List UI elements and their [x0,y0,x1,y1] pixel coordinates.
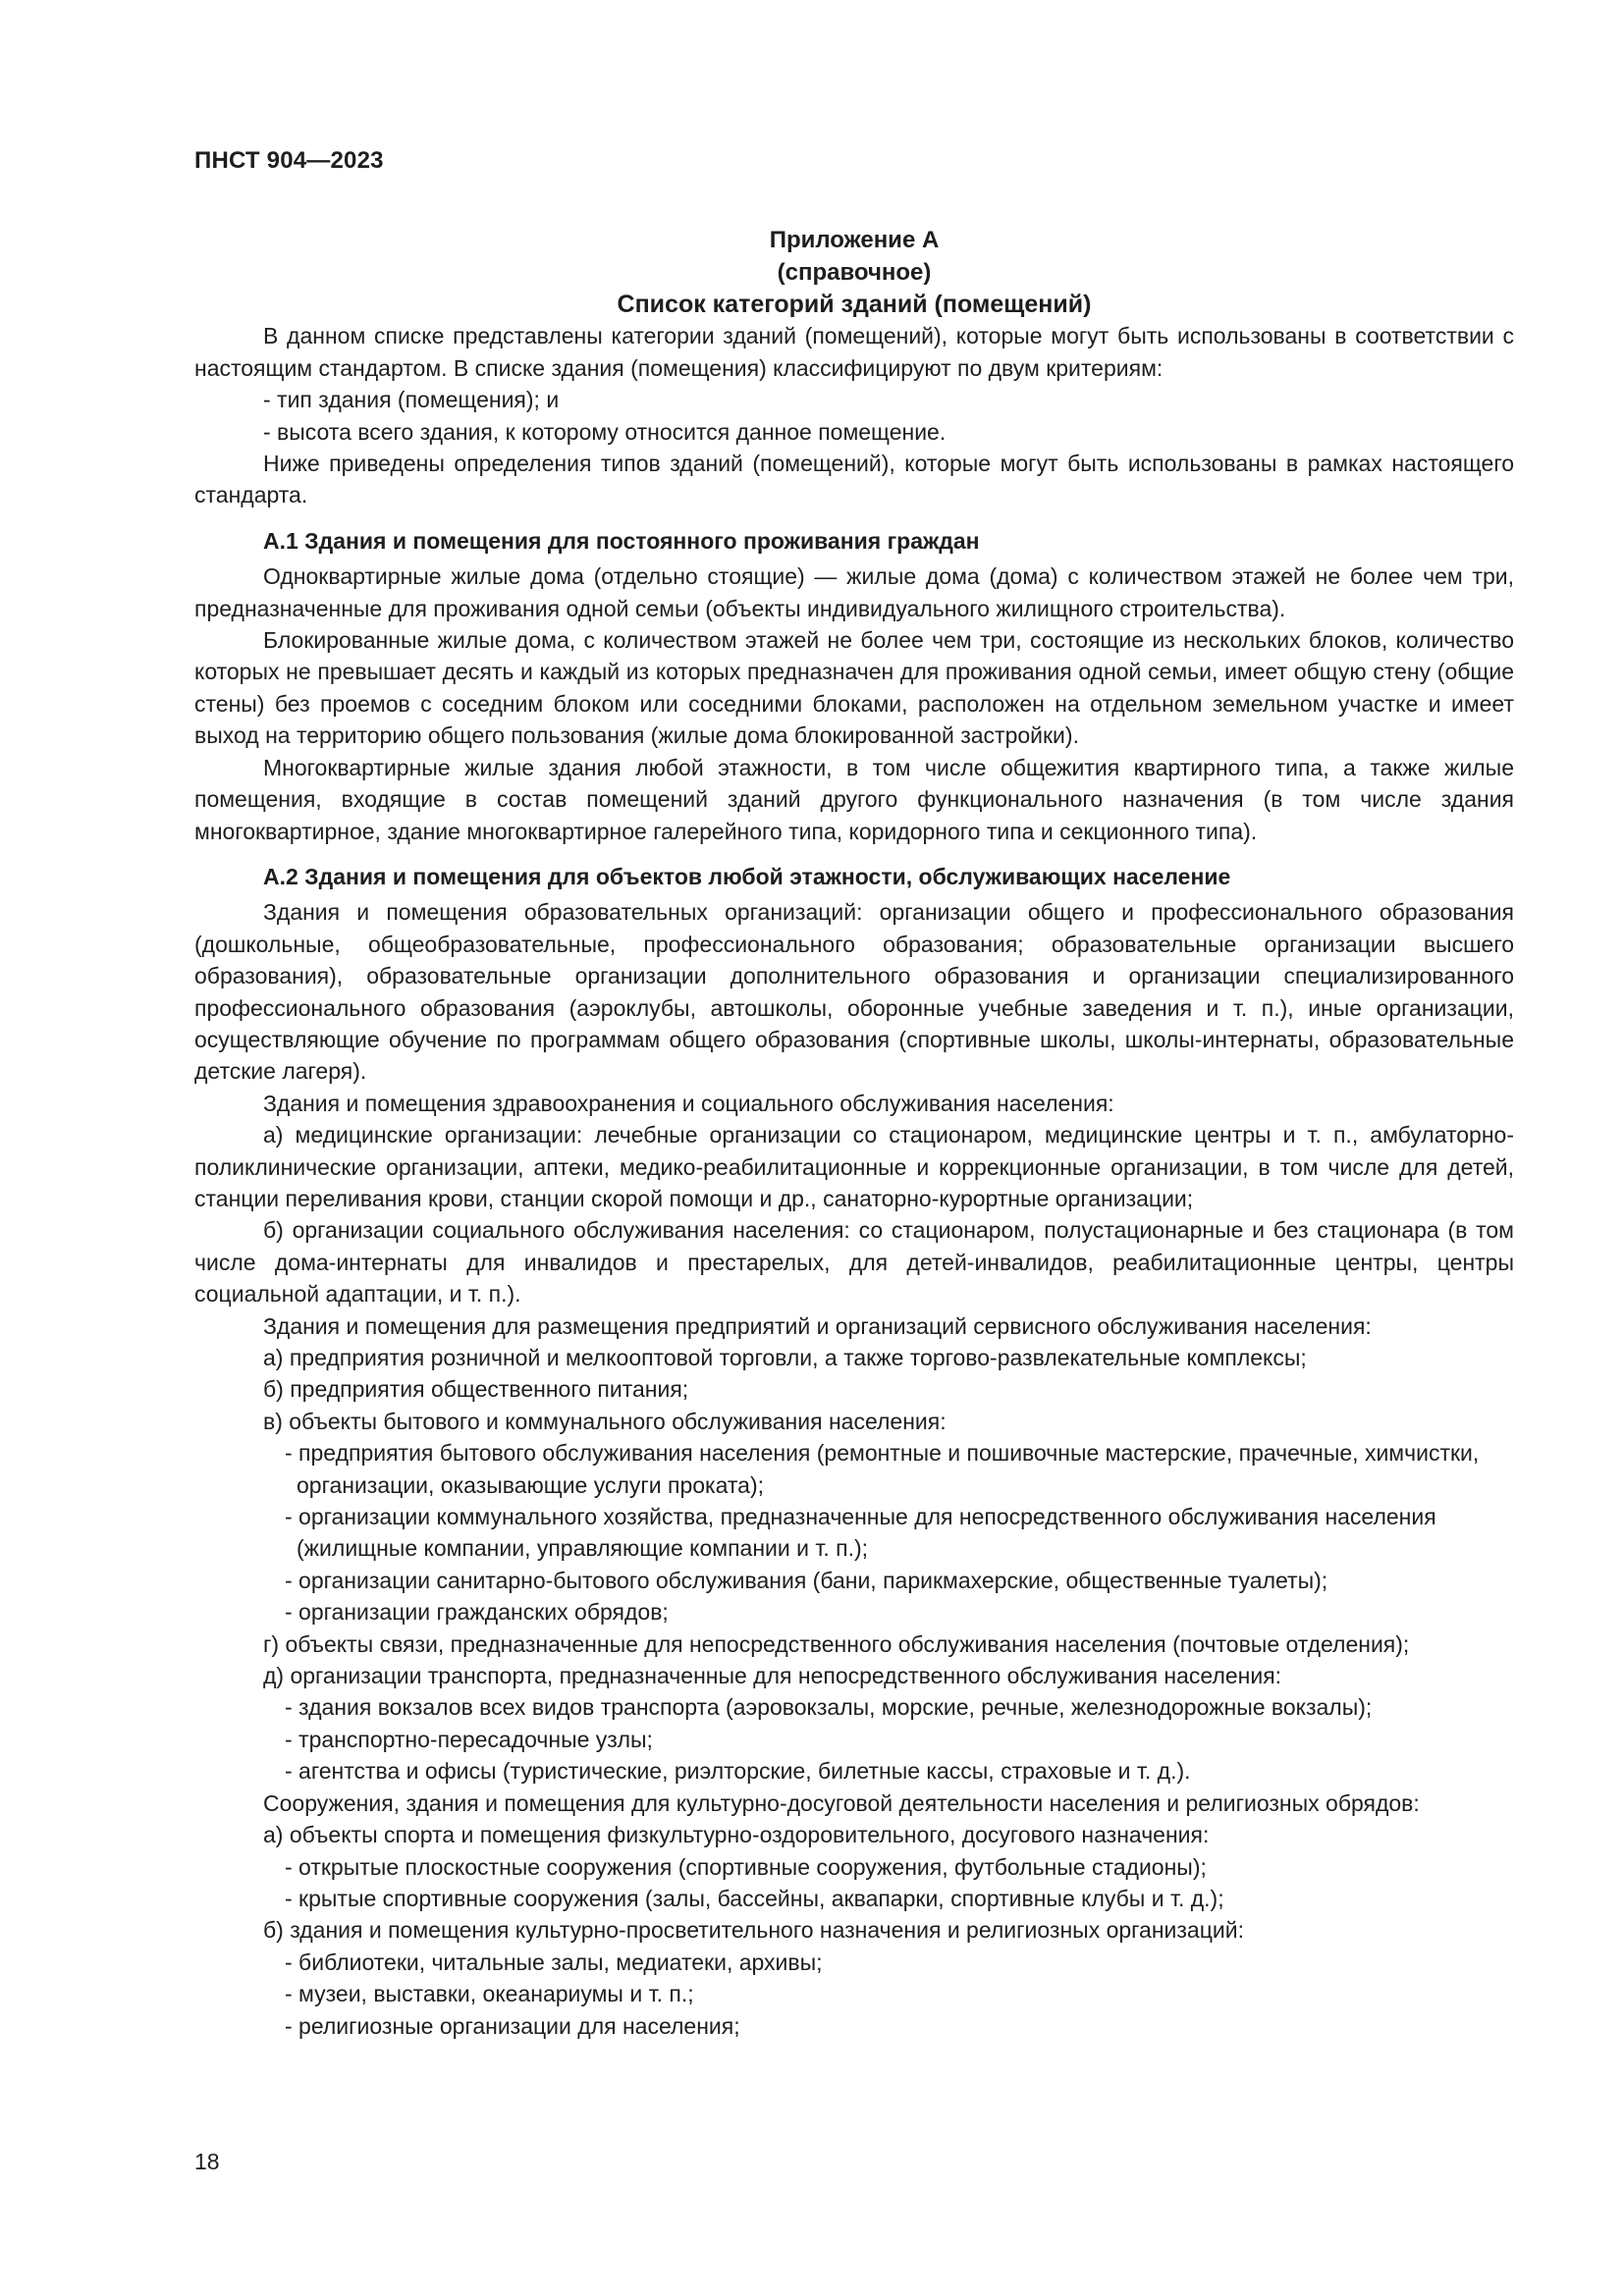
document-id: ПНСТ 904—2023 [194,147,384,174]
paragraph: б) организации социального обслуживания населения: со стационаром, полустационарные и без стационара (в том числе дома-интернаты для инвалидов и престарелых, для детей-инвалидов, реабилитационные центры, центры социальной адаптации, и т. п.). [194,1217,1514,1308]
sub-list-item: - предприятия бытового обслуживания населения (ремонтные и пошивочные мастерские, прачечные, химчистки, организации, оказывающие услуги проката); [285,1440,1480,1498]
sub-list-item: - организации коммунального хозяйства, предназначенные для непосредственного обслуживания населения (жилищные компании, управляющие компании и т. п.); [285,1504,1436,1562]
section-heading-a1: А.1 Здания и помещения для постоянного проживания граждан [263,527,980,554]
list-item: б) предприятия общественного питания; [263,1376,689,1403]
sub-list-item: - транспортно-пересадочные узлы; [285,1726,653,1752]
paragraph: В данном списке представлены категории зданий (помещений), которые могут быть использованы в соответствии с настоящим стандартом. В списке здания (помещения) классифицируют по двум критериям: [194,323,1514,381]
list-item: - тип здания (помещения); и [263,387,560,413]
paragraph: Многоквартирные жилые здания любой этажности, в том числе общежития квартирного типа, а также жилые помещения, входящие в состав помещений зданий другого функционального назначения (в том числе здания многоквартирное, здание многоквартирное галерейного типа, коридорного типа и секционного типа). [194,754,1514,844]
page-body [194,224,1514,2042]
appendix-label: Приложение А [769,227,940,253]
sub-list-item: - здания вокзалов всех видов транспорта (аэровокзалы, морские, речные, железнодорожные вокзалы); [285,1694,1373,1721]
appendix-type: (справочное) [777,259,932,286]
paragraph: Одноквартирные жилые дома (отдельно стоящие) — жилые дома (дома) с количеством этажей не более чем три, предназначенные для проживания одной семьи (объекты индивидуального жилищного строительства). [194,563,1514,621]
sub-list-item: - библиотеки, читальные залы, медиатеки, архивы; [285,1949,823,1975]
paragraph: Блокированные жилые дома, с количеством этажей не более чем три, состоящие из нескольких блоков, количество которых не превышает десять и каждый из которых предназначен для проживания одной семьи, имеет общую стену (общие стены) без проемов с соседним блоком или соседними блоками, расположен на отдельном земельном участке и имеет выход на территорию общего пользования (жилые дома блокированной застройки). [194,627,1514,749]
sub-list-item: - организации гражданских обрядов; [285,1599,669,1626]
list-item: б) здания и помещения культурно-просветительного назначения и религиозных организаций: [263,1917,1244,1944]
sub-list-item: - организации санитарно-бытового обслуживания (бани, парикмахерские, общественные туалеты); [285,1567,1328,1593]
sub-list-item: - религиозные организации для населения; [285,2012,740,2039]
sub-list-item: - открытые плоскостные сооружения (спортивные сооружения, футбольные стадионы); [285,1853,1207,1880]
paragraph: Здания и помещения для размещения предприятий и организаций сервисного обслуживания населения: [263,1312,1372,1339]
paragraph: Здания и помещения образовательных организаций: организации общего и профессионального образования (дошкольные, общеобразовательные, профессионального образования; образовательные организации высшего образования), образовательные организации дополнительного образования и организации специализированного профессионального образования (аэроклубы, автошколы, оборонные учебные заведения и т. п.), иные организации, осуществляющие обучение по программам общего образования (спортивные школы, школы-интернаты, образовательные детские лагеря). [194,899,1514,1085]
sub-list-item: - крытые спортивные сооружения (залы, бассейны, аквапарки, спортивные клубы и т. д.); [285,1885,1224,1911]
appendix-title: Список категорий зданий (помещений) [617,291,1092,318]
list-item: г) объекты связи, предназначенные для непосредственного обслуживания населения (почтовые отделения); [263,1630,1410,1657]
sub-list-item: - агентства и офисы (туристические, риэлторские, билетные кассы, страховые и т. д.). [285,1758,1191,1785]
paragraph: Ниже приведены определения типов зданий (помещений), которые могут быть использованы в рамках настоящего стандарта. [194,451,1514,508]
page-number: 18 [194,2149,220,2174]
list-item: - высота всего здания, к которому относится данное помещение. [263,418,947,445]
list-item: в) объекты бытового и коммунального обслуживания населения: [263,1408,947,1434]
paragraph: Здания и помещения здравоохранения и социального обслуживания населения: [263,1090,1114,1116]
section-heading-a2: А.2 Здания и помещения для объектов любой этажности, обслуживающих население [263,863,1231,889]
list-item: д) организации транспорта, предназначенные для непосредственного обслуживания населения: [263,1663,1282,1689]
list-item: а) объекты спорта и помещения физкультурно-оздоровительного, досугового назначения: [263,1822,1210,1848]
paragraph: Сооружения, здания и помещения для культурно-досуговой деятельности населения и религиозных обрядов: [263,1789,1420,1816]
list-item: а) предприятия розничной и мелкооптовой торговли, а также торгово-развлекательные комплексы; [263,1345,1307,1370]
paragraph: а) медицинские организации: лечебные организации со стационаром, медицинские центры и т. п., амбулаторно-поликлинические организации, аптеки, медико-реабилитационные и коррекционные организации, в том числе для детей, станции переливания крови, станции скорой помощи и др., санаторно-курортные организации; [194,1122,1514,1211]
sub-list-item: - музеи, выставки, океанариумы и т. п.; [285,1981,694,2007]
